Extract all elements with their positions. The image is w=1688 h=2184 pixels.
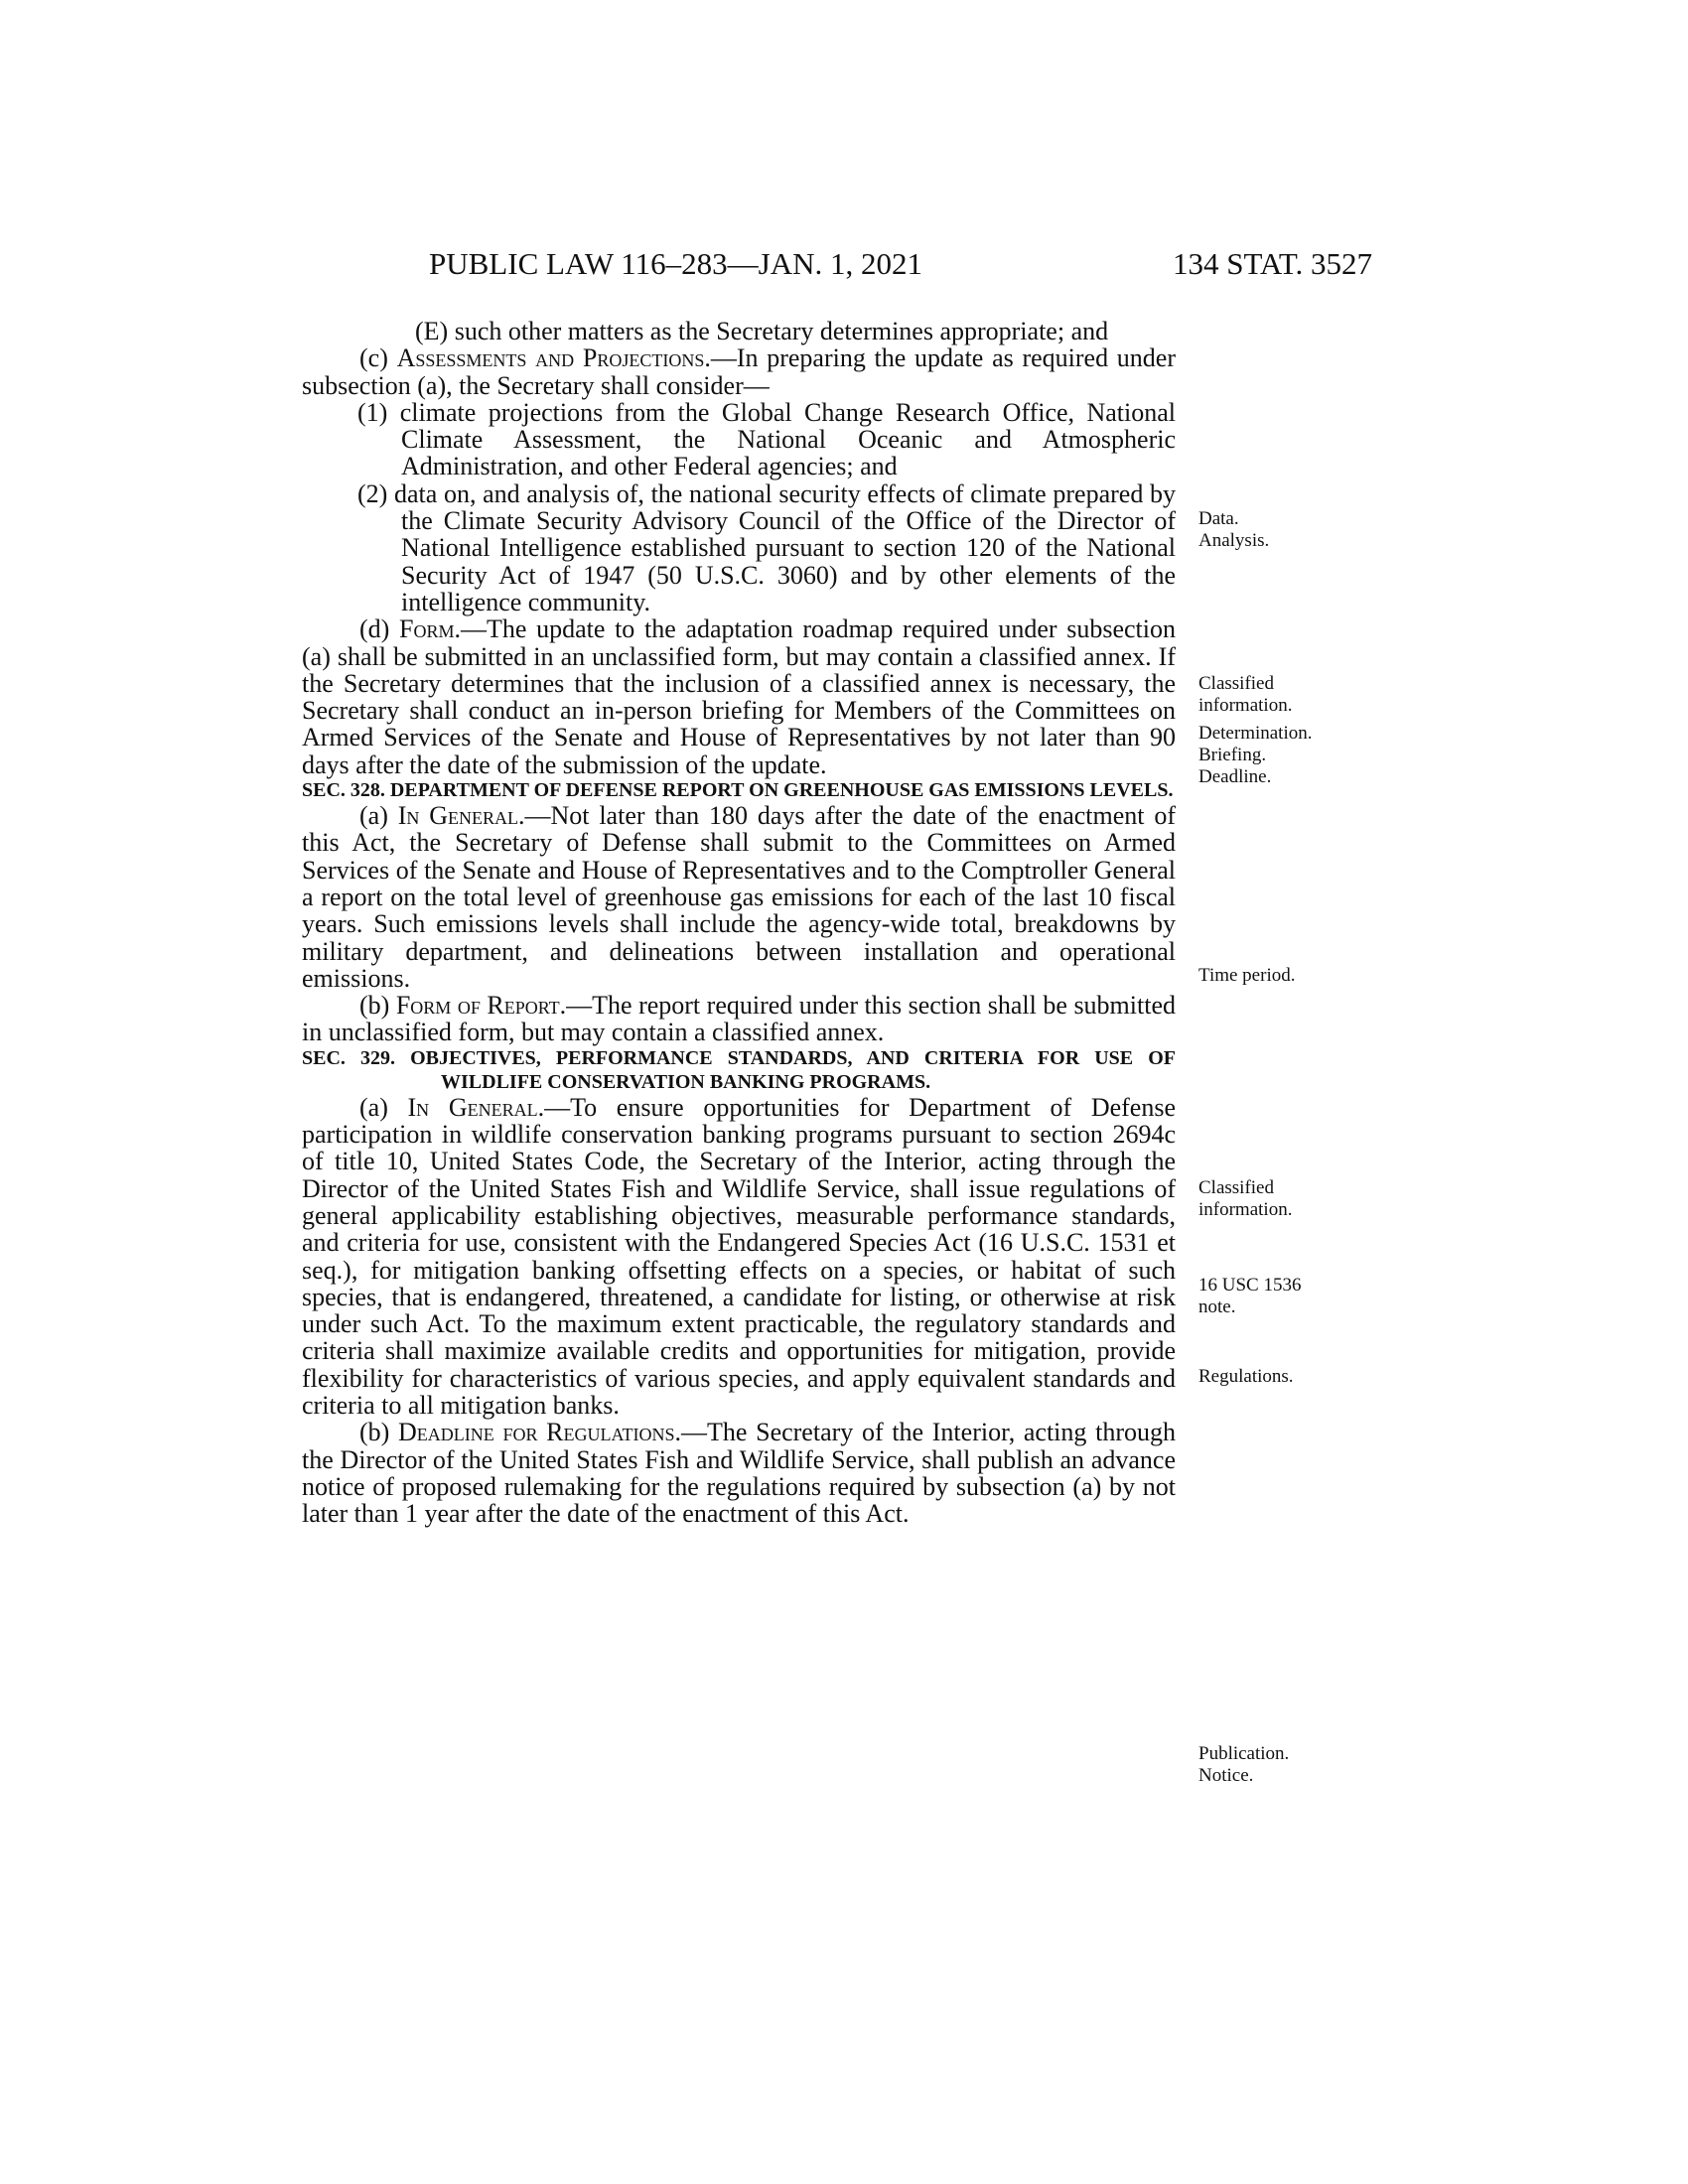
margin-note-line: Analysis. [1198,530,1270,551]
section-328-subsection-b [302,992,1176,1046]
subsection-d-label: (d) [359,614,399,644]
margin-note-regulations [1198,1366,1367,1388]
paragraph-e: (E) such other matters as the Secretary determines appropriate; and [415,317,1109,345]
margin-note-line: information. [1198,1199,1293,1220]
margin-note-line: Classified [1198,673,1274,694]
section-329-b-text: .—The Secretary of the Interior, acting through the Director of the United States Fish and Wildlife Service, shall publish an advance notice of proposed rulemaking for the regulations required by subsection (a) by not later than 1 year after the date of the enactment of this Act. [302,1418,1176,1529]
section-328-a-text: .—Not later than 180 days after the date of the enactment of this Act, the Secretary of Defense shall submit to the Committees on Armed Services of the Senate and House of Representatives and to the Comptroller General a report on the total level of greenhouse gas emissions for each of the last 10 fiscal years. Such emissions levels shall include the agency-wide total, breakdowns by military department, and delineations between installation and operational emissions. [302,801,1176,993]
subsection-c-text: .—In preparing the update as required under subsection (a), the Secretary shall consider— [302,343,1176,400]
margin-note-line: Briefing. [1198,745,1267,765]
section-328-a-label: (a) [359,801,398,831]
margin-note-data-analysis [1198,508,1367,552]
public-law-title: PUBLIC LAW 116–283—JAN. 1, 2021 [429,246,922,281]
section-328-b-label: (b) [359,991,396,1021]
margin-note-classified-information [1198,1177,1367,1221]
section-329-heading: SEC. 329. OBJECTIVES, PERFORMANCE STANDARDS, AND CRITERIA FOR USE OF WILDLIFE CONSERVATION BANKING PROGRAMS. [302,1046,1176,1093]
margin-note-line: Publication. [1198,1743,1290,1764]
margin-note-line: 16 USC 1536 [1198,1275,1302,1296]
margin-note-line: Regulations. [1198,1366,1294,1387]
margin-note-time-period [1198,965,1367,987]
body-text [302,318,1176,1527]
section-328-b-heading: Form of Report [395,991,560,1021]
section-329-a-heading: In General [407,1092,538,1122]
subsection-d-heading: Form [399,614,455,644]
margin-note-line: Notice. [1198,1765,1254,1786]
margin-note-line: information. [1198,695,1293,716]
margin-note-line: Determination. [1198,723,1313,744]
subsection-c-label: (c) [359,343,397,373]
margin-note-publication-notice [1198,1743,1367,1787]
margin-note-classified-briefing [1198,673,1367,788]
margin-note-line: Deadline. [1198,766,1272,787]
paragraph-c2: (2) data on, and analysis of, the national security effects of climate prepared by the Climate Security Advisory Council of the Office of the Director of National Intelligence established pursuant to section 120 of the National Security Act of 1947 (50 U.S.C. 3060) and by other elements of the intelligence community. [357,478,1176,616]
section-329-b-heading: Deadline for Regulations [398,1418,675,1447]
section-328-heading: SEC. 328. DEPARTMENT OF DEFENSE REPORT ON GREENHOUSE GAS EMISSIONS LEVELS. [302,779,1174,802]
section-329-a-text: .—To ensure opportunities for Department of Defense participation in wildlife conservation banking programs pursuant to section 2694c of title 10, United States Code, the Secretary of the Interior, acting through the Director of the United States Fish and Wildlife Service, shall issue regulations of general applicability establishing objectives, measurable performance standards, and criteria for use, consistent with the Endangered Species Act (16 U.S.C. 1531 et seq.), for mitigation banking offsetting effects on a species, or habitat of such species, that is endangered, threatened, a candidate for listing, or otherwise at risk under such Act. To the maximum extent practicable, the regulatory standards and criteria shall maximize available credits and opportunities for mitigation, provide flexibility for characteristics of various species, and apply equivalent standards and criteria to all mitigation banks. [302,1092,1176,1420]
margin-note-line: note. [1198,1297,1236,1317]
section-328-subsection-a [302,802,1176,992]
margin-note-line: Time period. [1198,965,1296,986]
section-328-b-text: .—The report required under this section shall be submitted in unclassified form, but may contain a classified annex. [302,991,1176,1047]
margin-note-usc-citation [1198,1275,1367,1318]
subsection-c-heading: Assessments and Projections [396,343,705,373]
margin-note-line: Data. [1198,508,1239,529]
statute-page-number: 134 STAT. 3527 [1172,246,1372,281]
section-328-a-heading: In General [397,801,518,831]
section-329-subsection-b [302,1419,1176,1527]
subsection-c [302,344,1176,399]
section-329-b-label: (b) [359,1418,399,1447]
margin-note-line: Classified [1198,1177,1274,1198]
subsection-d-text: .—The update to the adaptation roadmap required under subsection (a) shall be submitted in an unclassified form, but may contain a classified annex. If the Secretary determines that the inclusion of a classified annex is necessary, the Secretary shall conduct an in-person briefing for Members of the Committees on Armed Services of the Senate and House of Representatives by not later than 90 days after the date of the submission of the update. [302,614,1176,779]
page-header [429,244,1372,284]
section-329-subsection-a [302,1094,1176,1420]
paragraph-c1: (1) climate projections from the Global Change Research Office, National Climate Assessment, the National Oceanic and Atmospheric Administration, and other Federal agencies; and [357,397,1176,481]
subsection-d [302,615,1176,778]
section-329-a-label: (a) [359,1092,408,1122]
